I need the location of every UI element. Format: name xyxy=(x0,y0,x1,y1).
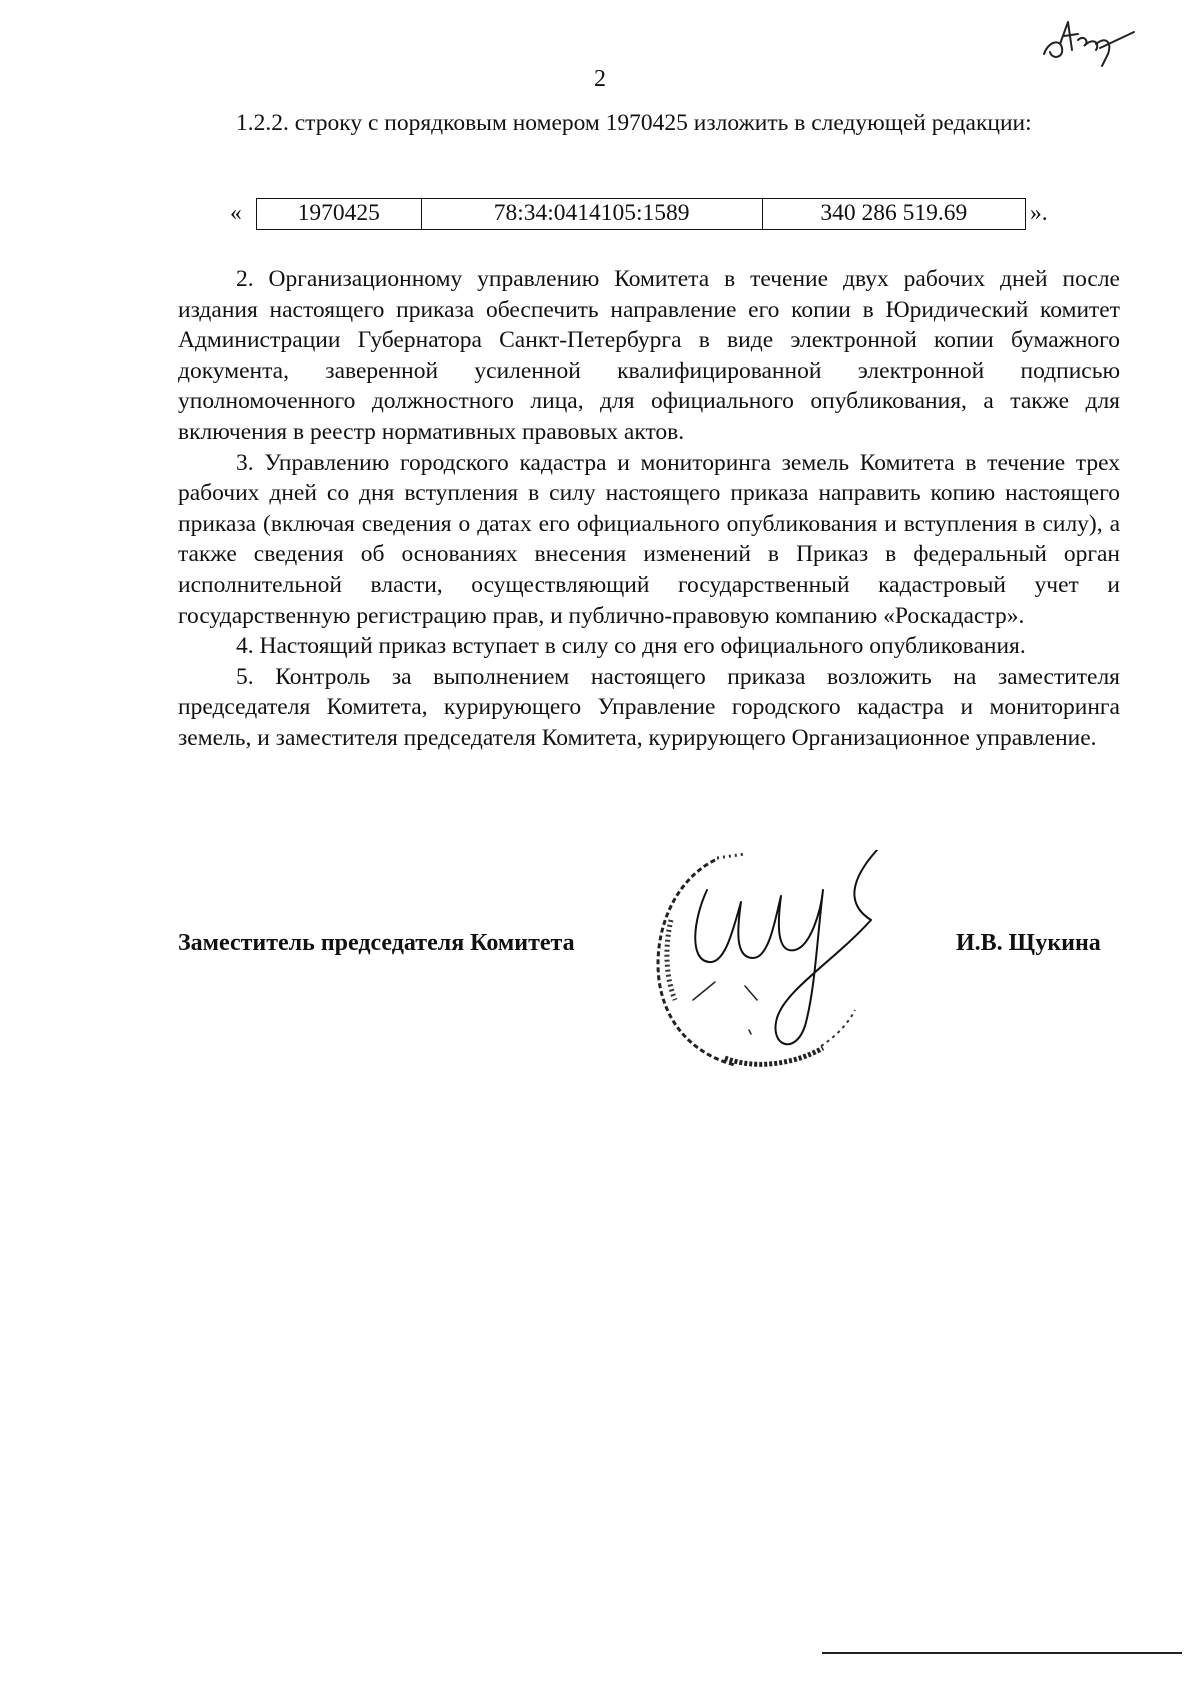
signatory-name: И.В. Щукина xyxy=(956,930,1101,956)
stamp-and-signature xyxy=(645,850,905,1090)
value-cell: 340 286 519.69 xyxy=(820,200,968,226)
item-2: 2. Организационному управлению Комитета в течение двух рабочих дней после издания настоящего приказа обеспечить направление его копии в Юридический комитет Администрации Губернатора Санкт-Петербурга в виде электронной копии бумажного документа, заверенной усиленной квалифицированной электронной подписью уполномоченного должностного лица, для официального опубликования, а также для включения в реестр нормативных правовых актов. xyxy=(178,266,1120,445)
order-items xyxy=(178,264,1120,754)
handwritten-initials-icon xyxy=(1038,14,1138,74)
footer-rule xyxy=(822,1652,1182,1654)
handwritten-signature-icon xyxy=(693,850,877,1044)
replacement-row xyxy=(178,198,1120,232)
open-quote: « xyxy=(230,200,242,226)
item-5: 5. Контроль за выполнением настоящего приказа возложить на заместителя председателя Комитета, курирующего Управление городского кадастра и мониторинга земель, и заместителя председателя Комитета, курирующего Организационное управление. xyxy=(178,663,1120,751)
item-3: 3. Управлению городского кадастра и мониторинга земель Комитета в течение трех рабочих дней со дня вступления в силу настоящего приказа направить копию настоящего приказа (включая сведения о датах его официального опубликования и вступления в силу), а также сведения об основаниях внесения изменений в Приказ в федеральный орган исполнительной власти, осуществляющий государственный кадастровый учет и государственную регистрацию прав, и публично-правовую компанию «Роскадастр». xyxy=(178,449,1120,629)
page-number: 2 xyxy=(594,66,606,92)
item-4: 4. Настоящий приказ вступает в силу со дня его официального опубликования. xyxy=(236,633,1026,660)
clause-1-2-2 xyxy=(178,108,1120,139)
official-stamp-icon xyxy=(658,854,855,1065)
cadastral-number-cell: 78:34:0414105:1589 xyxy=(422,199,763,229)
row-table xyxy=(256,198,1026,230)
clause-1-2-2-text: 1.2.2. строку с порядковым номером 1970425 изложить в следующей редакции: xyxy=(236,110,1032,136)
close-quote: ». xyxy=(1030,200,1048,226)
signatory-title: Заместитель председателя Комитета xyxy=(178,930,575,956)
row-number-cell: 1970425 xyxy=(257,199,422,229)
